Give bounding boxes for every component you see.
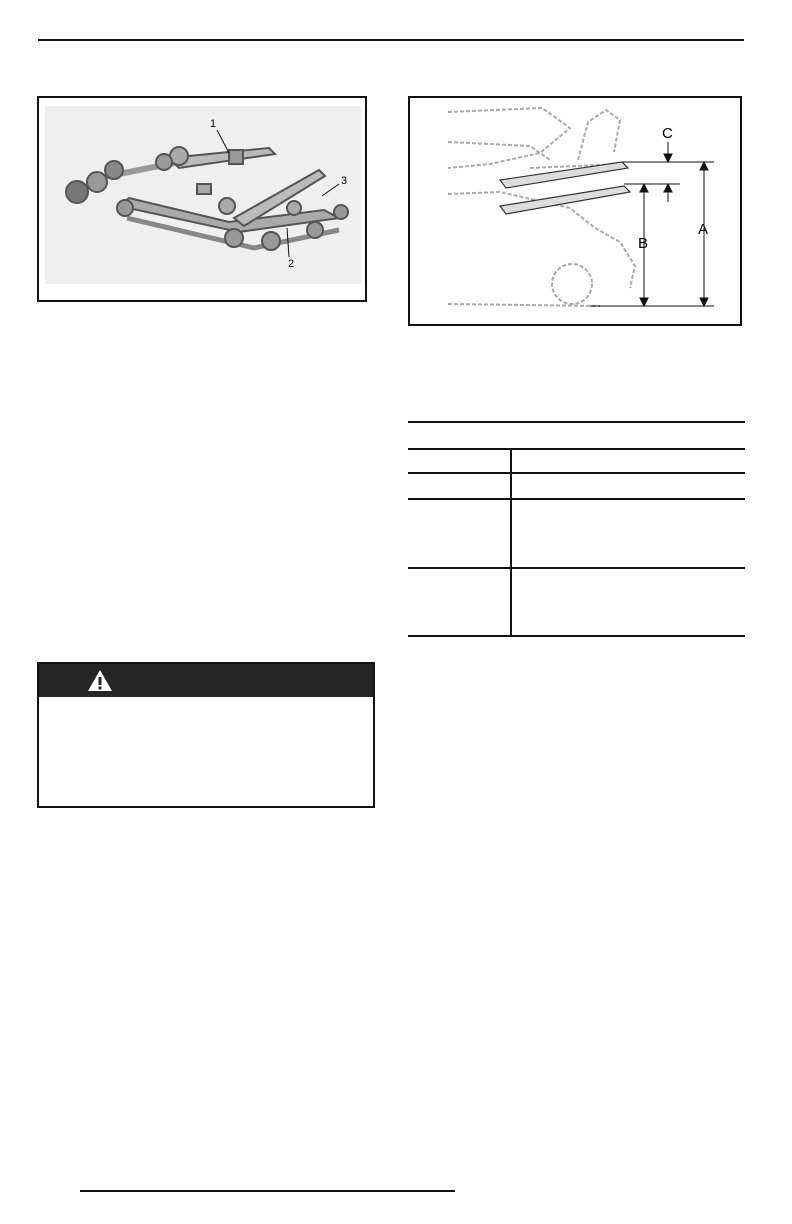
table-column-divider [510,448,512,637]
dimension-c-label: C [662,125,673,142]
warning-box [37,662,375,808]
warning-header [39,664,373,697]
measurement-figure [408,96,742,326]
table-bottom-rule [408,635,745,637]
table-top-rule [408,421,745,423]
table-row-rule [408,498,745,500]
callout-3: 3 [341,175,348,187]
table-header-rule [408,448,745,450]
warning-triangle-icon [87,669,113,693]
callout-1: 1 [210,118,217,130]
dimension-a-label: A [698,221,709,238]
spec-table [408,421,745,637]
callout-2: 2 [288,258,295,270]
footer-rule [80,1190,455,1192]
header-rule [38,39,744,41]
suspension-figure [37,96,367,302]
measurement-diagram [410,98,744,328]
table-row-rule [408,472,745,474]
table-row-rule [408,567,745,569]
dimension-b-label: B [638,235,649,252]
suspension-illustration [39,98,369,304]
